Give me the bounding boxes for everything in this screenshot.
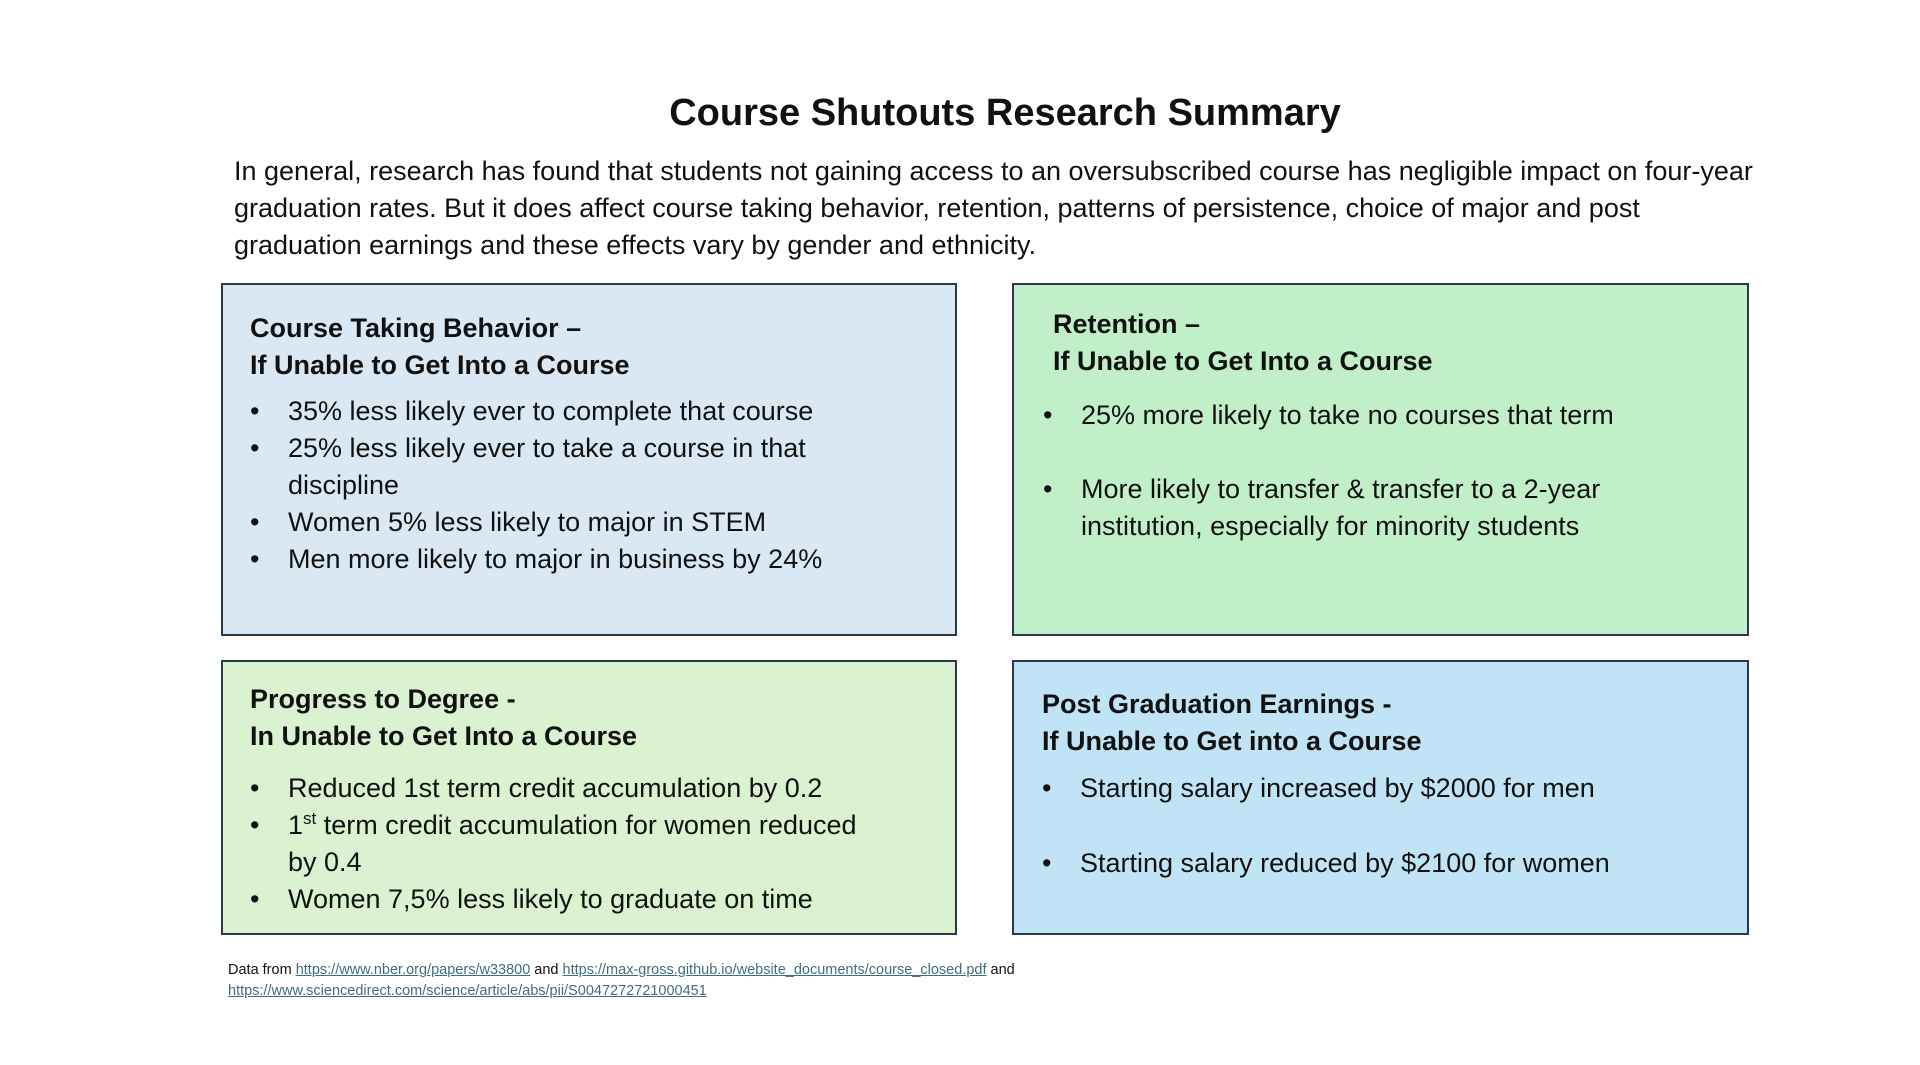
bullet-icon: • <box>250 773 260 803</box>
bullet-icon: • <box>250 396 260 426</box>
bullet-icon: • <box>250 884 260 914</box>
bullet-icon: • <box>250 433 260 463</box>
course-taking-bullet-list <box>250 393 870 578</box>
bullet-text <box>288 810 857 877</box>
source-link-nber[interactable]: https://www.nber.org/papers/w33800 <box>295 962 531 978</box>
bullet-text: Men more likely to major in business by 24% <box>288 544 823 574</box>
ordinal-suffix: st <box>303 809 317 828</box>
bullet-text-number: 1 <box>288 810 304 840</box>
bullet-text: 25% less likely ever to take a course in that discipline <box>288 433 806 500</box>
source-link-sciencedirect[interactable]: https://www.sciencedirect.com/science/article/abs/pii/S0047272721000451 <box>228 983 707 999</box>
course-taking-heading-line1: Course Taking Behavior – <box>250 313 582 343</box>
list-item <box>250 504 870 541</box>
post-graduation-earnings-box <box>1012 660 1749 935</box>
bullet-icon: • <box>1042 773 1052 803</box>
bullet-icon: • <box>1043 474 1053 504</box>
course-taking-heading <box>250 310 630 384</box>
course-taking-behavior-box <box>221 283 957 636</box>
list-item <box>250 541 870 578</box>
bullet-icon: • <box>250 507 260 537</box>
footer-prefix: Data from <box>228 962 292 978</box>
list-item <box>250 430 870 504</box>
retention-heading-line2: If Unable to Get Into a Course <box>1053 346 1433 376</box>
bullet-text: Women 5% less likely to major in STEM <box>288 507 767 537</box>
progress-heading-line1: Progress to Degree - <box>250 684 516 714</box>
retention-heading <box>1053 306 1433 380</box>
list-item <box>250 770 890 807</box>
earnings-heading <box>1042 686 1422 760</box>
bullet-icon: • <box>1043 400 1053 430</box>
intro-paragraph: In general, research has found that students not gaining access to an oversubscribed course has negligible impact on four-year graduation rates. But it does affect course taking behavior, retention, patterns of persistence, choice of major and post graduation earnings and these effects vary by gender and ethnicity. <box>234 156 1753 260</box>
list-item <box>1043 397 1683 434</box>
list-item <box>1043 471 1683 545</box>
page-title: Course Shutouts Research Summary <box>669 92 1341 134</box>
bullet-text: Starting salary reduced by $2100 for women <box>1080 848 1610 878</box>
retention-box <box>1012 283 1749 636</box>
retention-heading-line1: Retention – <box>1053 309 1201 339</box>
progress-heading <box>250 681 637 755</box>
footer-and: and <box>534 962 559 978</box>
course-taking-heading-line2: If Unable to Get Into a Course <box>250 350 630 380</box>
progress-heading-line2: In Unable to Get Into a Course <box>250 721 638 751</box>
progress-to-degree-box <box>221 660 957 935</box>
bullet-text: 35% less likely ever to complete that course <box>288 396 814 426</box>
retention-bullet-list <box>1043 397 1683 545</box>
list-item <box>1042 770 1702 807</box>
earnings-bullet-list <box>1042 770 1702 882</box>
list-item <box>250 393 870 430</box>
progress-bullet-list <box>250 770 890 918</box>
bullet-icon: • <box>250 810 260 840</box>
bullet-text: Women 7,5% less likely to graduate on time <box>288 884 813 914</box>
sources-footer <box>228 960 1328 1002</box>
bullet-text: Reduced 1st term credit accumulation by 0.2 <box>288 773 823 803</box>
earnings-heading-line1: Post Graduation Earnings - <box>1042 689 1392 719</box>
bullet-icon: • <box>1042 848 1052 878</box>
footer-and: and <box>990 962 1015 978</box>
list-item <box>250 881 890 918</box>
bullet-text: Starting salary increased by $2000 for men <box>1080 773 1595 803</box>
list-item <box>1042 845 1702 882</box>
bullet-icon: • <box>250 544 260 574</box>
bullet-text: More likely to transfer & transfer to a 2-year institution, especially for minority students <box>1081 474 1601 541</box>
bullet-text-rest: term credit accumulation for women reduced by 0.4 <box>288 810 857 877</box>
list-item <box>250 807 890 881</box>
source-link-max-gross[interactable]: https://max-gross.github.io/website_documents/course_closed.pdf <box>562 962 987 978</box>
earnings-heading-line2: If Unable to Get into a Course <box>1042 726 1422 756</box>
bullet-text: 25% more likely to take no courses that term <box>1081 400 1614 430</box>
